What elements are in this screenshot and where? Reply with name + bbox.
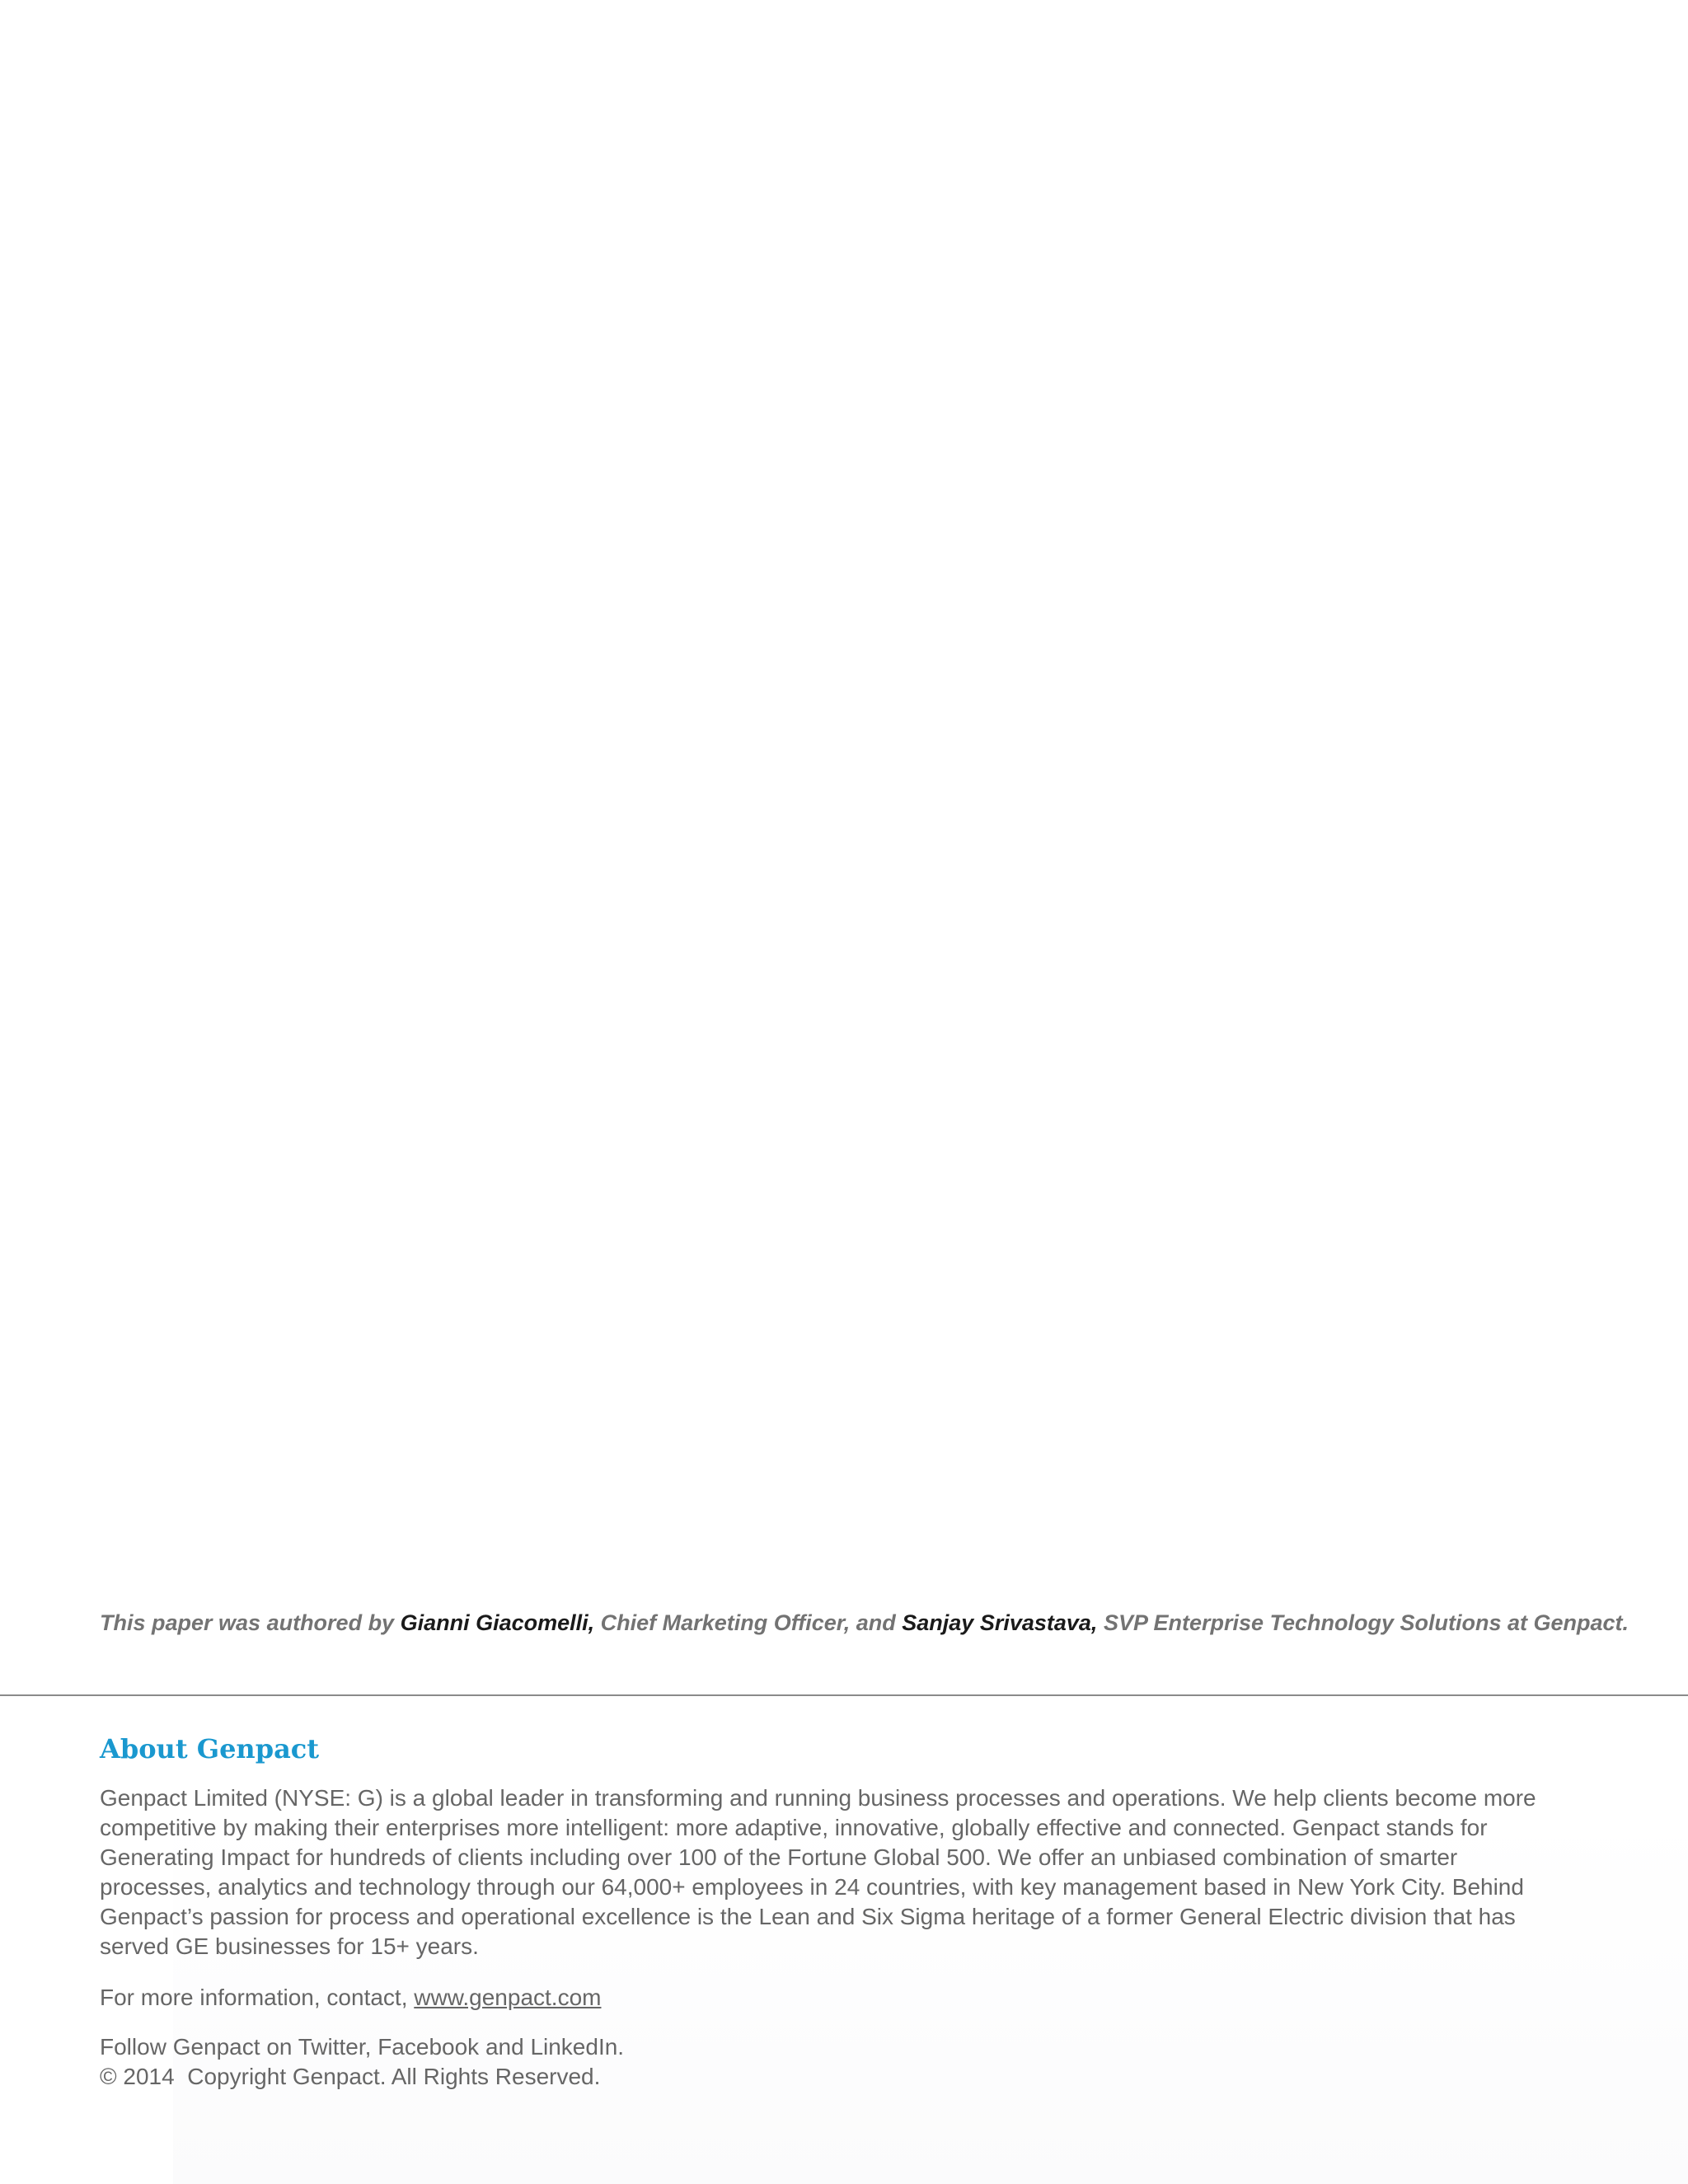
author-credit bbox=[100, 1608, 1666, 1638]
author-1-name: Gianni Giacomelli, bbox=[400, 1610, 595, 1635]
copyright-line: © 2014 Copyright Genpact. All Rights Reserved. bbox=[100, 2064, 601, 2089]
genpact-website-link[interactable]: www.genpact.com bbox=[414, 1985, 602, 2010]
author-2-name: Sanjay Srivastava, bbox=[902, 1610, 1098, 1635]
author-2-role: SVP Enterprise Technology Solutions at Genpact. bbox=[1097, 1610, 1629, 1635]
section-divider bbox=[0, 1694, 1688, 1696]
about-paragraph: Genpact Limited (NYSE: G) is a global leader in transforming and running business processes and operations. We help clients become more competitive by making their enterprises more intelligent: more adaptive, innovative, globally effective and connected. Genpact stands for Generating Impact for hundreds of clients including over 100 of the Fortune Global 500. We offer an unbiased combination of smarter processes, analytics and technology through our 64,000+ employees in 24 countries, with key management based in New York City. Behind Genpact’s passion for process and operational excellence is the Lean and Six Sigma heritage of a former General Electric division that has served GE businesses for 15+ years. bbox=[100, 1785, 1536, 1959]
contact-prefix: For more information, contact, bbox=[100, 1985, 415, 2010]
author-1-role: Chief Marketing Officer, and bbox=[594, 1610, 903, 1635]
contact-line bbox=[100, 1983, 601, 2013]
author-credit-prefix: This paper was authored by bbox=[100, 1610, 401, 1635]
about-heading: About Genpact bbox=[100, 1733, 320, 1765]
follow-line: Follow Genpact on Twitter, Facebook and LinkedIn. bbox=[100, 2034, 625, 2060]
